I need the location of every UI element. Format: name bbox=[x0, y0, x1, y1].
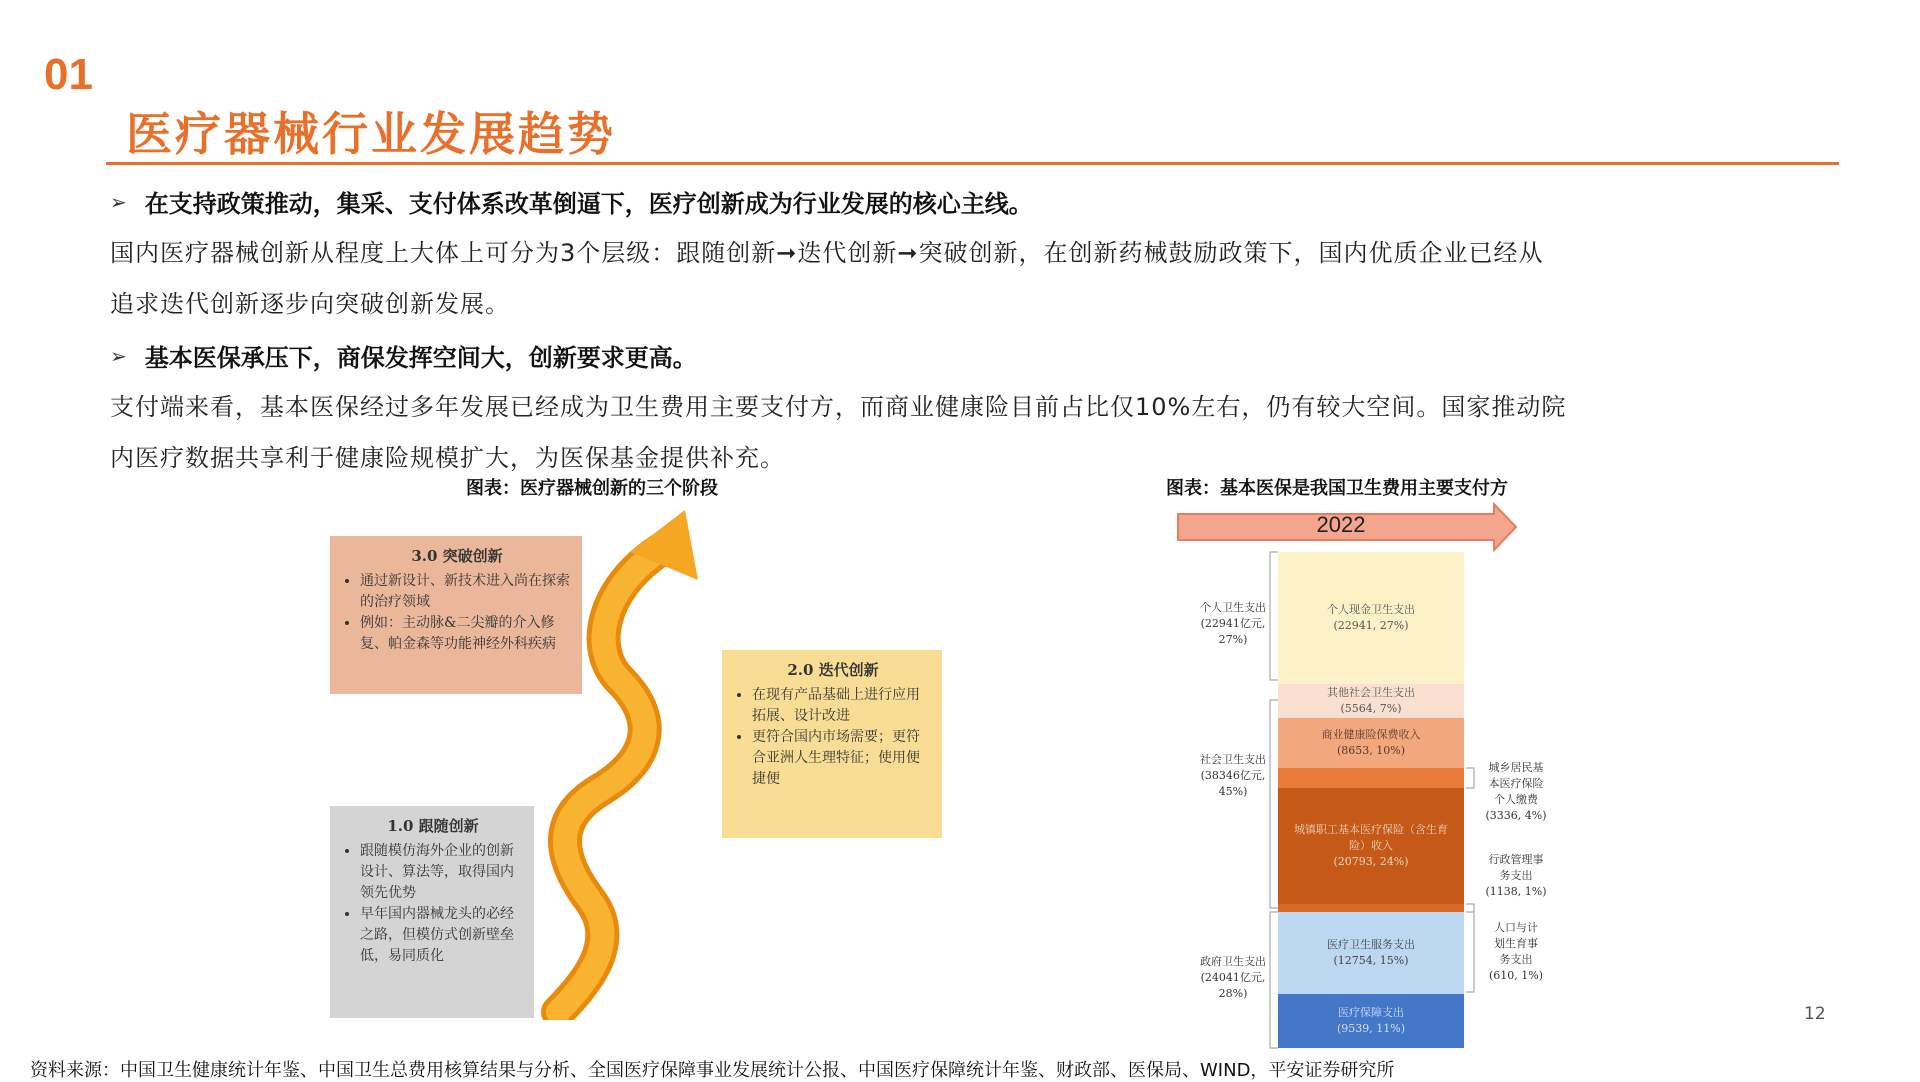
label-name: 社会卫生支出 bbox=[1200, 753, 1266, 766]
label-line: 划生育事 bbox=[1494, 937, 1538, 950]
segment-label: 商业健康险保费收入 bbox=[1321, 728, 1421, 741]
stage-title: 1.0 跟随创新 bbox=[387, 817, 479, 835]
label-family-planning bbox=[1476, 920, 1556, 984]
label-value: (610, 1%) bbox=[1488, 969, 1544, 982]
bullet-heading-text: 在支持政策推动，集采、支付体系改革倒逼下，医疗创新成为行业发展的核心主线。 bbox=[144, 190, 1033, 218]
section-number: 01 bbox=[44, 50, 93, 99]
segment-other-social bbox=[1278, 684, 1464, 718]
label-line: 个人缴费 bbox=[1494, 793, 1538, 806]
label-line: 务支出 bbox=[1499, 869, 1533, 882]
label-line: 务支出 bbox=[1499, 953, 1533, 966]
label-value: (1138, 1%) bbox=[1485, 885, 1547, 898]
label-name: 个人卫生支出 bbox=[1200, 601, 1266, 614]
label-government-expense bbox=[1192, 954, 1274, 1002]
segment-personal-cash bbox=[1278, 552, 1464, 684]
paragraph-line: 追求迭代创新逐步向突破创新发展。 bbox=[110, 290, 510, 318]
label-value: (22941亿元, bbox=[1200, 617, 1266, 630]
stage-title: 3.0 突破创新 bbox=[411, 547, 503, 565]
year-label: 2022 bbox=[1316, 512, 1366, 537]
segment-label: 其他社会卫生支出 bbox=[1327, 686, 1415, 699]
bullet-arrow-icon: ➢ bbox=[110, 343, 127, 368]
bullet-paragraph-1 bbox=[110, 228, 1770, 330]
label-pct: 27%) bbox=[1218, 633, 1248, 646]
label-line: 人口与计 bbox=[1494, 921, 1538, 934]
label-value: (38346亿元, bbox=[1200, 769, 1266, 782]
stage-box-1 bbox=[330, 806, 534, 1018]
segment-value: (22941, 27%) bbox=[1333, 619, 1409, 632]
source-note: 资料来源：中国卫生健康统计年鉴、中国卫生总费用核算结果与分析、全国医疗保障事业发展统计公报、中国医疗保障统计年鉴、财政部、医保局、WIND，平安证券研究所 bbox=[30, 1060, 1395, 1081]
figure-left-title: 图表：医疗器械创新的三个阶段 bbox=[466, 478, 718, 499]
stage-item: • 跟随模仿海外企业的创新设计、算法等，取得国内领先优势 bbox=[360, 841, 522, 904]
stage-item: • 早年国内器械龙头的必经之路，但模仿式创新壁垒低，易同质化 bbox=[360, 904, 522, 967]
stage-item: • 通过新设计、新技术进入尚在探索的治疗领域 bbox=[360, 571, 570, 613]
page-number: 12 bbox=[1804, 1004, 1826, 1024]
label-admin bbox=[1476, 852, 1556, 900]
segment-value: (8653, 10%) bbox=[1336, 744, 1406, 757]
label-resident-insurance bbox=[1476, 760, 1556, 824]
stage-item: • 更符合国内市场需要；更符合亚洲人生理特征；使用便捷便 bbox=[752, 727, 930, 790]
bullet-paragraph-2 bbox=[110, 382, 1770, 484]
segment-medical-services bbox=[1278, 912, 1464, 994]
paragraph-line: 内医疗数据共享利于健康险规模扩大，为医保基金提供补充。 bbox=[110, 444, 785, 472]
label-line: 行政管理事 bbox=[1488, 853, 1544, 866]
segment-admin bbox=[1278, 904, 1464, 912]
segment-label: 个人现金卫生支出 bbox=[1327, 603, 1415, 616]
title-divider bbox=[106, 162, 1839, 165]
label-value: (24041亿元, bbox=[1200, 971, 1266, 984]
stage-box-2 bbox=[722, 650, 942, 838]
segment-label: 医疗保障支出 bbox=[1338, 1006, 1404, 1019]
segment-label: 城镇职工基本医疗保险（含生育险）收入 bbox=[1294, 823, 1448, 852]
label-social-expense bbox=[1192, 752, 1274, 800]
label-personal-expense bbox=[1192, 600, 1274, 648]
label-value: (3336, 4%) bbox=[1485, 809, 1547, 822]
stage-box-3 bbox=[330, 536, 582, 694]
segment-value: (12754, 15%) bbox=[1333, 954, 1409, 967]
segment-resident-insurance bbox=[1278, 768, 1464, 788]
segment-commercial-insurance bbox=[1278, 718, 1464, 768]
label-name: 政府卫生支出 bbox=[1200, 955, 1266, 968]
bullet-heading-2 bbox=[110, 338, 697, 373]
bullet-arrow-icon: ➢ bbox=[110, 189, 127, 214]
label-pct: 28%) bbox=[1218, 987, 1248, 1000]
bullet-heading-text: 基本医保承压下，商保发挥空间大，创新要求更高。 bbox=[144, 344, 697, 372]
label-line: 本医疗保险 bbox=[1488, 777, 1544, 790]
label-line: 城乡居民基 bbox=[1488, 761, 1544, 774]
stage-item: • 例如：主动脉&二尖瓣的介入修复、帕金森等功能神经外科疾病 bbox=[360, 613, 570, 655]
label-pct: 45%) bbox=[1218, 785, 1248, 798]
segment-value: (5564, 7%) bbox=[1340, 702, 1402, 715]
segment-value: (9539, 11%) bbox=[1336, 1022, 1406, 1035]
bullet-heading-1 bbox=[110, 184, 1033, 219]
page-title: 医疗器械行业发展趋势 bbox=[126, 107, 616, 161]
segment-label: 医疗卫生服务支出 bbox=[1327, 938, 1415, 951]
segment-medical-security bbox=[1278, 994, 1464, 1048]
segment-value: (20793, 24%) bbox=[1333, 855, 1409, 868]
figure-right-title: 图表：基本医保是我国卫生费用主要支付方 bbox=[1166, 478, 1508, 499]
stage-item: • 在现有产品基础上进行应用拓展、设计改进 bbox=[752, 685, 930, 727]
paragraph-line: 国内医疗器械创新从程度上大体上可分为3个层级：跟随创新➞迭代创新➞突破创新，在创新药械鼓励政策下，国内优质企业已经从 bbox=[110, 239, 1544, 267]
paragraph-line: 支付端来看，基本医保经过多年发展已经成为卫生费用主要支付方，而商业健康险目前占比仅10%左右，仍有较大空间。国家推动院 bbox=[110, 393, 1567, 421]
segment-employee-insurance bbox=[1278, 788, 1464, 904]
stage-title: 2.0 迭代创新 bbox=[787, 661, 879, 679]
